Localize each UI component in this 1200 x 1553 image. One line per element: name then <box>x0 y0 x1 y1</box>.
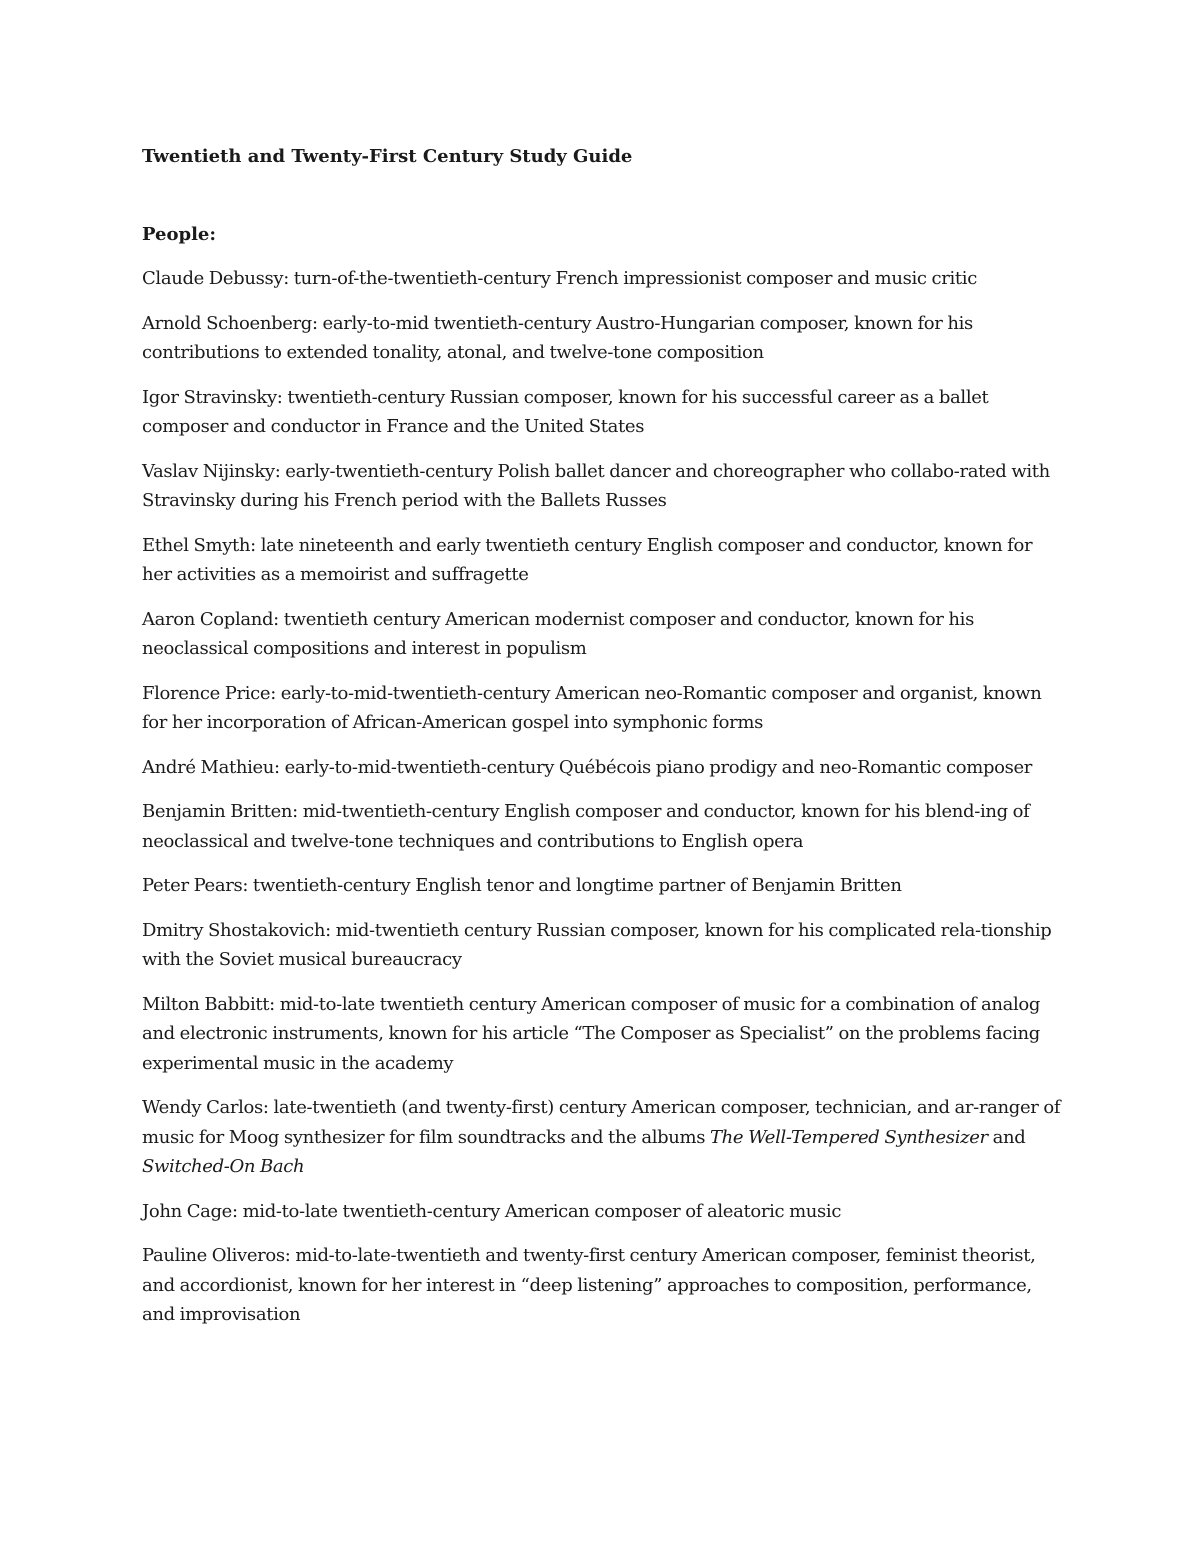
entry-igor-stravinsky: Igor Stravinsky: twentieth-century Russian composer, known for his successful career as a ballet composer and conductor in France and the United States <box>142 386 989 437</box>
section-heading-people: People: <box>142 224 217 245</box>
entry-claude-debussy: Claude Debussy: turn-of-the-twentieth-century French impressionist composer and music critic <box>142 268 977 289</box>
entry-wendy-carlos-text-middle: and <box>987 1126 1026 1148</box>
entry-dmitry-shostakovich: Dmitry Shostakovich: mid-twentieth century Russian composer, known for his complicated rela-tionship with the Soviet musical bureaucracy <box>142 919 1052 970</box>
document-body <box>142 142 1062 1345</box>
album-title-well-tempered-synthesizer: The Well-Tempered Synthesizer <box>710 1126 988 1148</box>
entry-wendy-carlos-text-before: Wendy Carlos: late-twentieth (and twenty-first) century American composer, technician, and ar-ranger of music for Moog synthesizer for film soundtracks and the albums <box>142 1097 1061 1148</box>
entry-peter-pears: Peter Pears: twentieth-century English tenor and longtime partner of Benjamin Britten <box>142 875 902 896</box>
document-title: Twentieth and Twenty-First Century Study Guide <box>142 146 633 167</box>
entry-ethel-smyth: Ethel Smyth: late nineteenth and early twentieth century English composer and conductor, known for her activities as a memoirist and suffragette <box>142 534 1033 585</box>
entry-florence-price: Florence Price: early-to-mid-twentieth-century American neo-Romantic composer and organist, known for her incorporation of African-American gospel into symphonic forms <box>142 682 1042 733</box>
entry-pauline-oliveros: Pauline Oliveros: mid-to-late-twentieth and twenty-first century American composer, feminist theorist, and accordionist, known for her interest in “deep listening” approaches to composition, performance, and improvisation <box>142 1245 1036 1325</box>
entry-arnold-schoenberg: Arnold Schoenberg: early-to-mid twentieth-century Austro-Hungarian composer, known for his contributions to extended tonality, atonal, and twelve-tone composition <box>142 312 973 363</box>
entry-wendy-carlos <box>142 1093 1062 1182</box>
entry-aaron-copland: Aaron Copland: twentieth century American modernist composer and conductor, known for his neoclassical compositions and interest in populism <box>142 608 974 659</box>
entry-benjamin-britten: Benjamin Britten: mid-twentieth-century English composer and conductor, known for his blend-ing of neoclassical and twelve-tone techniques and contributions to English opera <box>142 801 1030 852</box>
entry-john-cage: John Cage: mid-to-late twentieth-century American composer of aleatoric music <box>142 1200 842 1222</box>
entry-milton-babbitt: Milton Babbitt: mid-to-late twentieth century American composer of music for a combination of analog and electronic instruments, known for his article “The Composer as Specialist” on the problems facing experimental music in the academy <box>142 993 1041 1074</box>
album-title-switched-on-bach: Switched-On Bach <box>142 1156 305 1177</box>
entry-andre-mathieu: André Mathieu: early-to-mid-twentieth-century Québécois piano prodigy and neo-Romantic composer <box>142 756 1033 778</box>
entry-vaslav-nijinsky: Vaslav Nijinsky: early-twentieth-century Polish ballet dancer and choreographer who collabo-rated with Stravinsky during his French period with the Ballets Russes <box>142 460 1050 511</box>
